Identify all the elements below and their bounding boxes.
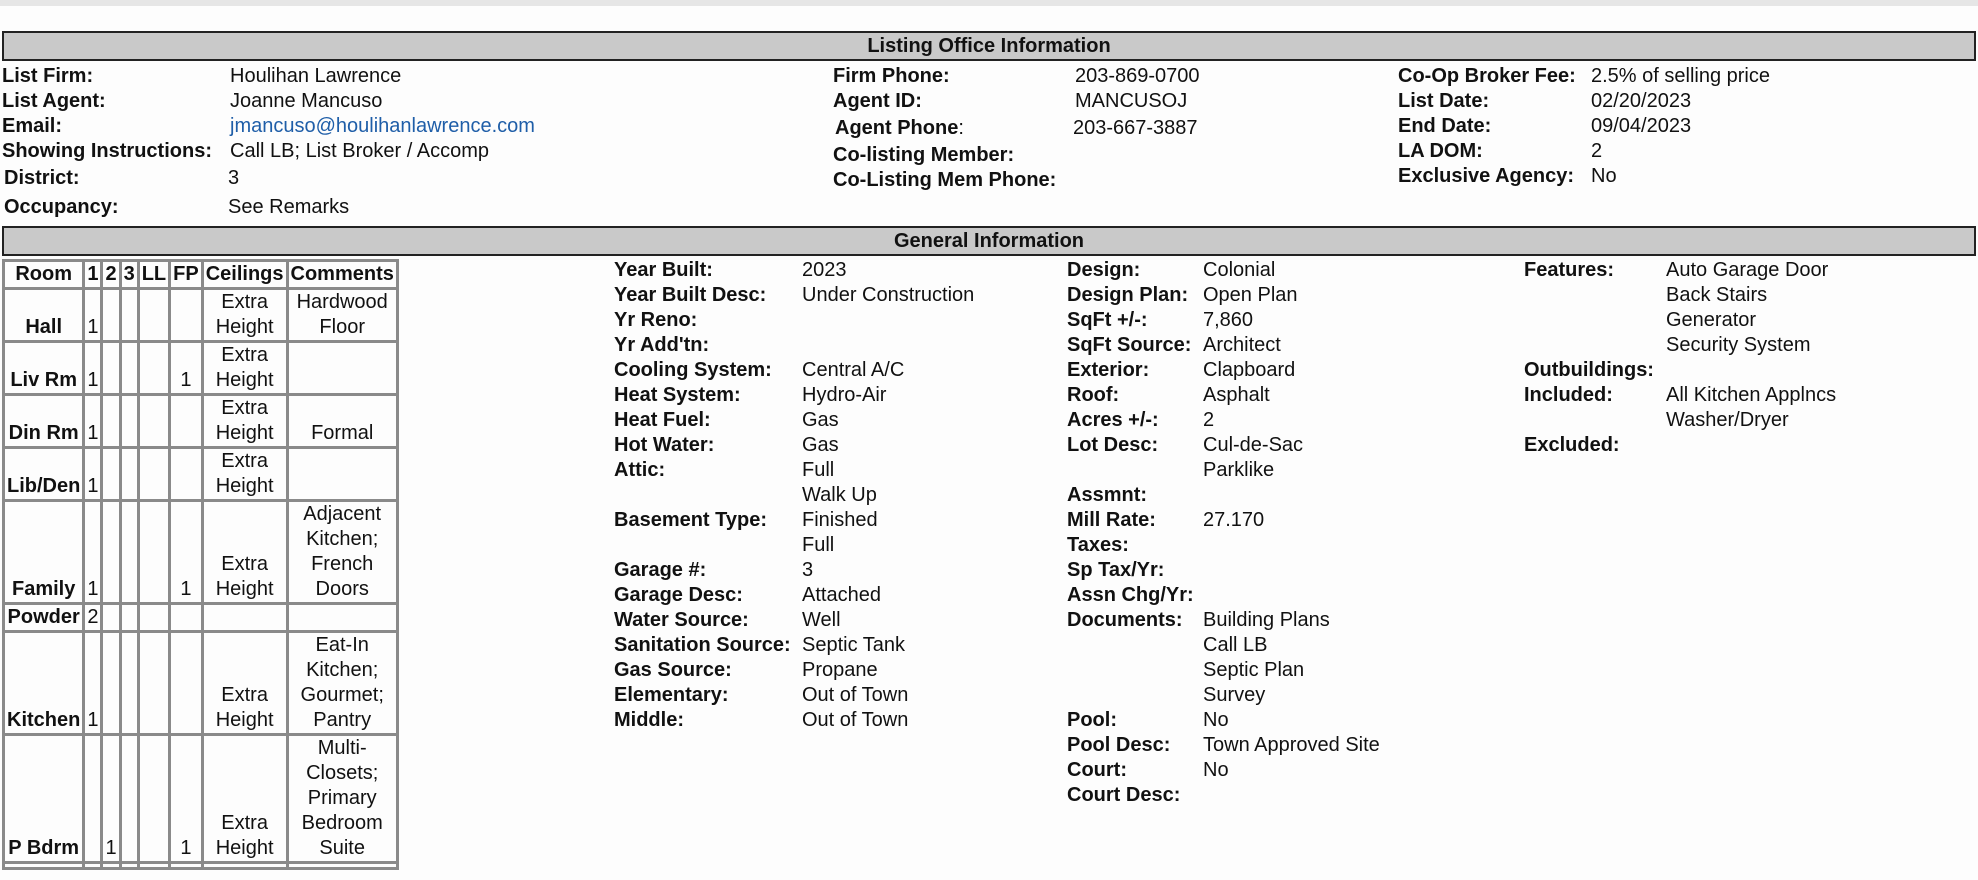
field-label: Gas Source: [614,659,732,681]
ceilings-line: Height [215,316,274,338]
field-label: Court Desc: [1067,784,1181,806]
room-comments-cell [287,604,397,632]
room-level-1-cell: 1 [84,448,102,501]
list-date-value: 02/20/2023 [1591,90,1692,112]
ceilings-line: Height [215,369,274,391]
room-level-2-cell [102,632,120,735]
field-value: Septic Plan [1203,659,1305,681]
room-name-cell: Powder [4,604,84,632]
room-name-cell: P Bdrm [4,735,84,863]
room-name-cell: Din Rm [4,395,84,448]
field-value: Clapboard [1203,359,1296,381]
field-value: Cul-de-Sac [1203,434,1304,456]
email-link[interactable]: jmancuso@houlihanlawrence.com [230,115,535,137]
ceilings-line: Extra [221,553,268,575]
general-column-2-labels [1067,258,1194,808]
room-comments-cell [287,501,397,604]
room-level-3-cell [120,501,138,604]
room-ceilings-cell [202,448,287,501]
room-lower-level-cell [138,395,169,448]
field-label: Heat System: [614,384,741,406]
comments-line: Primary [307,787,377,809]
field-value: Out of Town [802,684,909,706]
field-value: 2 [1203,409,1215,431]
field-label: SqFt +/-: [1067,309,1148,331]
agent-phone-label-group [835,116,964,141]
section-header-listing-office: Listing Office Information [2,31,1976,61]
field-label: Yr Add'tn: [614,334,710,356]
field-value: Auto Garage Door [1666,259,1829,281]
room-level-1-cell: 1 [84,501,102,604]
room-ceilings-cell [202,604,287,632]
field-value: Survey [1203,684,1266,706]
room-ceilings-cell [202,395,287,448]
table-row [4,395,398,448]
field-value: 27.170 [1203,509,1265,531]
field-label: Hot Water: [614,434,715,456]
room-fireplace-cell: 1 [170,342,203,395]
comments-line: Pantry [313,709,372,731]
field-value-empty [1666,433,1836,458]
room-lower-level-cell [138,501,169,604]
comments-line: Kitchen; [306,659,379,681]
room-level-2-cell [102,604,120,632]
col-header-level-1: 1 [84,261,102,289]
table-row [4,289,398,342]
field-value: Full [802,534,835,556]
room-level-2-cell [102,501,120,604]
field-label: Features: [1524,259,1615,281]
field-value-empty [1203,583,1380,608]
col-header-room: Room [4,261,84,289]
field-label: Included: [1524,384,1613,406]
room-level-3-cell [120,289,138,342]
ceilings-line: Extra [221,684,268,706]
field-label: Cooling System: [614,359,772,381]
field-label: Sp Tax/Yr: [1067,559,1165,581]
field-label: Basement Type: [614,509,768,531]
partial-cell [202,863,287,869]
field-value-empty [1203,783,1380,808]
field-value: Walk Up [802,484,877,506]
field-value: All Kitchen Applncs [1666,384,1837,406]
comments-line: Suite [319,837,365,859]
room-level-1-cell: 1 [84,342,102,395]
field-value: Town Approved Site [1203,734,1380,756]
showing-instructions-label: Showing Instructions: [2,140,212,162]
comments-line: Eat-In [315,634,369,656]
room-comments-cell [287,448,397,501]
general-column-2-values [1203,258,1380,808]
field-label: Excluded: [1524,434,1620,456]
partial-cell [120,863,138,869]
occupancy-value: See Remarks [228,196,350,218]
field-value: Under Construction [802,284,975,306]
field-value: Attached [802,584,881,606]
room-ceilings-cell [202,289,287,342]
comments-line: Floor [319,316,365,338]
ceilings-line: Height [215,578,274,600]
room-comments-cell [287,395,397,448]
district-value: 3 [228,167,240,189]
room-lower-level-cell [138,632,169,735]
general-column-3-values [1666,258,1836,458]
field-value: 2023 [802,259,847,281]
partial-cell [170,863,203,869]
field-value: Call LB [1203,634,1268,656]
list-firm-value: Houlihan Lawrence [230,65,402,87]
showing-instructions-value: Call LB; List Broker / Accomp [230,140,489,162]
room-fireplace-cell [170,289,203,342]
field-value: Architect [1203,334,1281,356]
col-header-level-3: 3 [120,261,138,289]
field-label: Design: [1067,259,1141,281]
table-row [4,735,398,863]
list-agent-value: Joanne Mancuso [230,90,383,112]
field-value: Septic Tank [802,634,906,656]
firm-phone-value: 203-869-0700 [1075,65,1200,87]
room-level-3-cell [120,735,138,863]
room-name-cell: Family [4,501,84,604]
field-value: Security System [1666,334,1811,356]
field-value: 3 [802,559,814,581]
field-value-empty [1666,358,1836,383]
room-name-cell: Liv Rm [4,342,84,395]
field-value: Back Stairs [1666,284,1768,306]
room-level-3-cell [120,632,138,735]
field-value: 7,860 [1203,309,1254,331]
agent-id-label: Agent ID: [833,90,922,112]
field-value: No [1203,709,1229,731]
co-op-broker-fee-value: 2.5% of selling price [1591,65,1770,87]
agent-phone-colon: : [958,117,964,139]
partial-cell [138,863,169,869]
comments-line: Formal [311,422,374,444]
field-label: Court: [1067,759,1127,781]
list-agent-label: List Agent: [2,90,106,112]
room-lower-level-cell [138,735,169,863]
partial-cell [84,863,102,869]
partial-cell [287,863,397,869]
table-row [4,342,398,395]
col-header-fireplace: FP [170,261,203,289]
table-row [4,604,398,632]
section-header-general: General Information [2,226,1976,256]
rooms-header-row [4,261,398,289]
room-name-cell: Kitchen [4,632,84,735]
field-value-empty [802,308,974,333]
comments-line: Doors [315,578,369,600]
comments-line: Adjacent [303,503,382,525]
room-fireplace-cell [170,395,203,448]
field-label: Taxes: [1067,534,1129,556]
field-value: Full [802,459,835,481]
field-label: Water Source: [614,609,749,631]
co-op-broker-fee-label: Co-Op Broker Fee: [1398,65,1576,87]
ceilings-line: Height [215,422,274,444]
room-level-2-cell [102,342,120,395]
field-value-empty [1203,483,1380,508]
room-comments-cell [287,632,397,735]
table-row-partial [4,863,398,869]
comments-line: Closets; [306,762,379,784]
rooms-table [2,259,399,870]
comments-line: Kitchen; [306,528,379,550]
field-value: Propane [802,659,878,681]
field-label: Documents: [1067,609,1183,631]
field-label: Year Built: [614,259,713,281]
field-value: Asphalt [1203,384,1270,406]
room-level-3-cell [120,604,138,632]
comments-line: Multi- [317,737,367,759]
field-label: Year Built Desc: [614,284,767,306]
field-value: Gas [802,434,839,456]
field-value: Parklike [1203,459,1275,481]
room-level-1-cell [84,735,102,863]
ceilings-line: Extra [221,812,268,834]
col-header-level-2: 2 [102,261,120,289]
field-label: Elementary: [614,684,729,706]
room-ceilings-cell [202,735,287,863]
room-level-1-cell: 1 [84,289,102,342]
ceilings-line: Extra [221,397,268,419]
field-label: Assmnt: [1067,484,1148,506]
field-label: Heat Fuel: [614,409,711,431]
field-label: Exterior: [1067,359,1150,381]
field-label: Garage #: [614,559,707,581]
room-name-cell: Lib/Den [4,448,84,501]
room-fireplace-cell [170,604,203,632]
exclusive-agency-label: Exclusive Agency: [1398,165,1575,187]
field-value-empty [1203,533,1380,558]
la-dom-label: LA DOM: [1398,140,1483,162]
firm-phone-label: Firm Phone: [833,65,950,87]
field-label: Mill Rate: [1067,509,1156,531]
ceilings-line: Height [215,709,274,731]
co-listing-member-label: Co-listing Member: [833,144,1015,166]
agent-phone-value: 203-667-3887 [1073,117,1198,139]
field-label: Yr Reno: [614,309,698,331]
room-level-1-cell: 1 [84,632,102,735]
room-level-1-cell: 1 [84,395,102,448]
partial-cell [102,863,120,869]
field-label: Pool Desc: [1067,734,1171,756]
district-label: District: [4,167,80,189]
field-value: Central A/C [802,359,905,381]
table-row [4,448,398,501]
room-comments-cell [287,289,397,342]
field-value: No [1203,759,1229,781]
partial-cell [4,863,84,869]
field-value: Building Plans [1203,609,1330,631]
agent-phone-label: Agent Phone [835,117,959,139]
table-row [4,501,398,604]
field-label: Middle: [614,709,684,731]
exclusive-agency-value: No [1591,165,1617,187]
ceilings-line: Height [215,837,274,859]
room-level-2-cell [102,395,120,448]
top-divider [0,0,1978,6]
field-value: Washer/Dryer [1666,409,1789,431]
col-header-lower-level: LL [138,261,169,289]
room-ceilings-cell [202,632,287,735]
comments-line: Hardwood [296,291,388,313]
end-date-value: 09/04/2023 [1591,115,1692,137]
col-header-comments: Comments [287,261,397,289]
room-level-2-cell: 1 [102,735,120,863]
room-comments-cell [287,735,397,863]
rooms-body [4,289,398,869]
la-dom-value: 2 [1591,140,1603,162]
field-value-empty [1203,558,1380,583]
room-level-2-cell [102,448,120,501]
room-lower-level-cell [138,289,169,342]
general-column-3-labels [1524,258,1654,458]
general-column-1-values [802,258,974,733]
room-level-2-cell [102,289,120,342]
end-date-label: End Date: [1398,115,1492,137]
field-value: Gas [802,409,839,431]
field-label: Attic: [614,459,666,481]
ceilings-line: Height [215,475,274,497]
col-header-ceilings: Ceilings [202,261,287,289]
room-fireplace-cell [170,448,203,501]
field-label: Lot Desc: [1067,434,1159,456]
table-row [4,632,398,735]
occupancy-label: Occupancy: [4,196,119,218]
list-firm-label: List Firm: [2,65,94,87]
room-ceilings-cell [202,501,287,604]
field-label: Design Plan: [1067,284,1189,306]
field-value: Generator [1666,309,1757,331]
ceilings-line: Extra [221,450,268,472]
list-date-label: List Date: [1398,90,1490,112]
general-column-1-labels [614,258,791,733]
room-name-cell: Hall [4,289,84,342]
room-lower-level-cell [138,448,169,501]
room-level-3-cell [120,448,138,501]
field-value: Well [802,609,841,631]
email-label: Email: [2,115,63,137]
ceilings-line: Extra [221,344,268,366]
field-label: Pool: [1067,709,1117,731]
room-fireplace-cell [170,632,203,735]
room-fireplace-cell: 1 [170,501,203,604]
comments-line: Gourmet; [300,684,384,706]
field-value: Finished [802,509,878,531]
room-level-3-cell [120,342,138,395]
room-fireplace-cell: 1 [170,735,203,863]
field-label: Sanitation Source: [614,634,791,656]
room-level-1-cell: 2 [84,604,102,632]
field-value-empty [802,333,974,358]
field-value: Out of Town [802,709,909,731]
field-value: Hydro-Air [802,384,887,406]
field-value: Open Plan [1203,284,1298,306]
field-label: Outbuildings: [1524,359,1654,381]
field-label: Roof: [1067,384,1120,406]
ceilings-line: Extra [221,291,268,313]
room-ceilings-cell [202,342,287,395]
field-label: Acres +/-: [1067,409,1159,431]
room-lower-level-cell [138,604,169,632]
room-comments-cell [287,342,397,395]
room-level-3-cell [120,395,138,448]
field-value: Colonial [1203,259,1276,281]
field-label: SqFt Source: [1067,334,1192,356]
field-label: Garage Desc: [614,584,743,606]
comments-line: French [311,553,374,575]
agent-id-value: MANCUSOJ [1075,90,1188,112]
co-listing-mem-phone-label: Co-Listing Mem Phone: [833,169,1057,191]
room-lower-level-cell [138,342,169,395]
comments-line: Bedroom [301,812,383,834]
field-label: Assn Chg/Yr: [1067,584,1194,606]
